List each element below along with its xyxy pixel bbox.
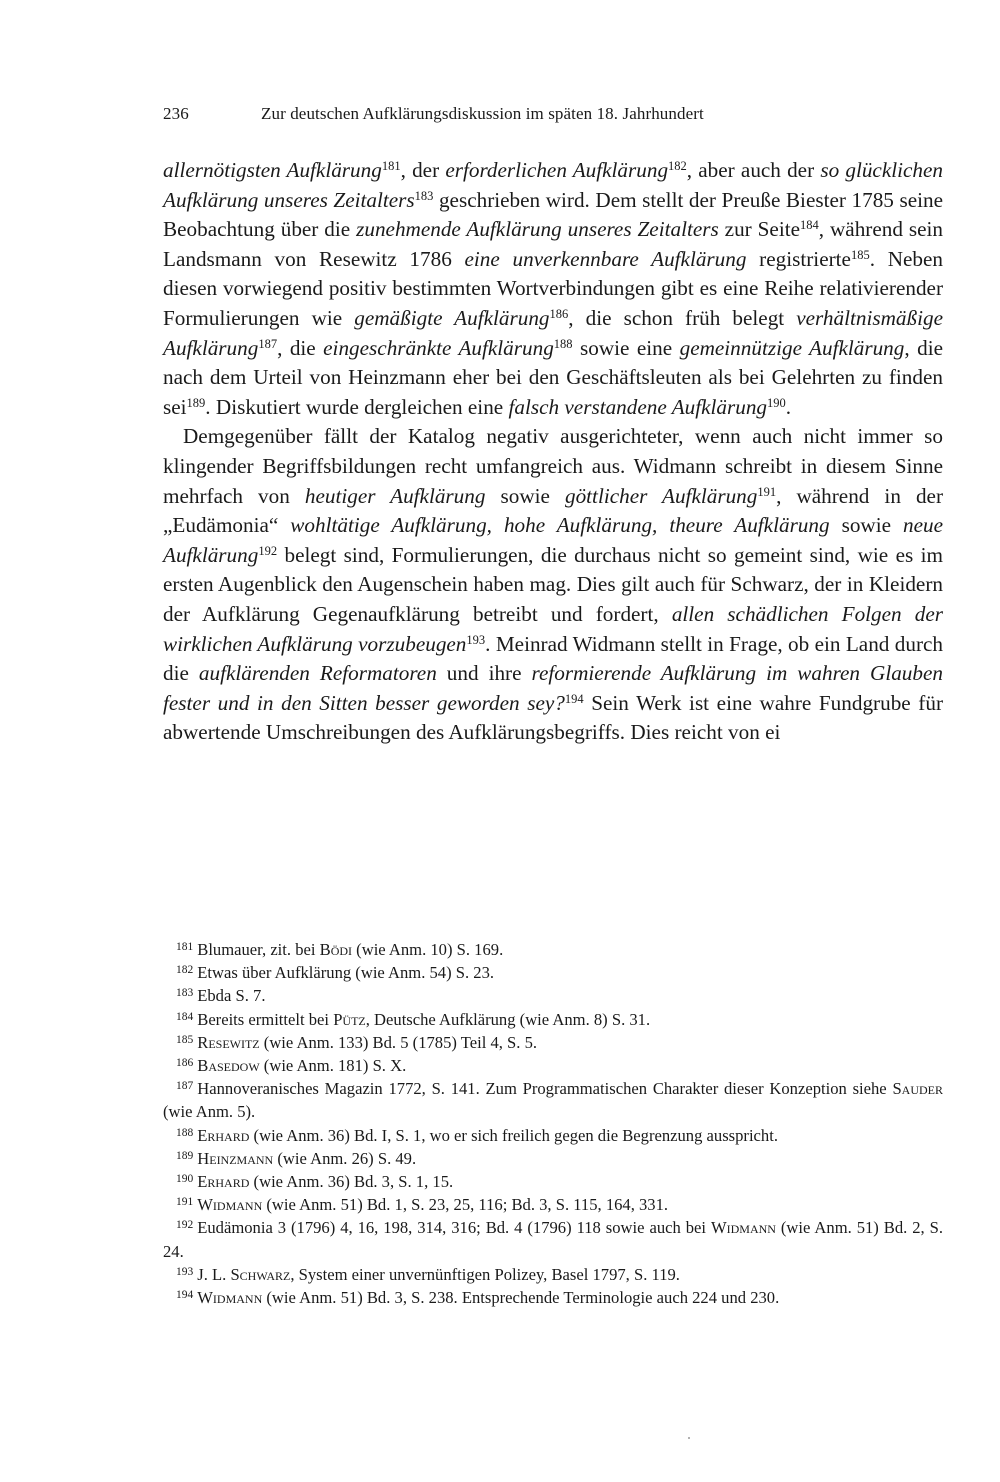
footnote-ref: 190 (767, 395, 786, 410)
text-run: sowie (829, 513, 903, 538)
italic-phrase: heutiger Aufklärung (304, 483, 486, 508)
paragraph (163, 156, 943, 422)
author-name: Erhard (197, 1125, 250, 1145)
footnote-text: (wie Anm. 10) S. 169. (352, 940, 504, 959)
footnote-text: (wie Anm. 36) Bd. I, S. 1, wo er sich freilich gegen die Begrenzung ausspricht. (249, 1125, 778, 1145)
footnote (163, 938, 943, 961)
footnote-ref: 191 (757, 484, 777, 499)
footnote-number: 190 (176, 1173, 194, 1186)
text-run: , während in der „Eudämonia“ (163, 483, 944, 538)
text-run: . Meinrad Widmann stellt in Frage, ob ein Land durch die (163, 631, 943, 686)
footnote (163, 1031, 943, 1054)
text-run: , aber auch der (686, 158, 821, 182)
footnote-ref: 185 (850, 247, 870, 262)
text-run: belegt sind, Formulierungen, die durchaus nicht so gemeint sind, wie es im ersten Augenblick den Augenschein haben mag. Dies gilt auch für Schwarz, der in Kleidern der Aufklärung Gegenaufklärung betreibt und fordert, (163, 542, 943, 626)
author-name: Bödi (319, 940, 353, 959)
text-run: Sein Werk ist eine wahre Fundgrube für abwertende Umschreibungen des Aufklärungsbegriffs. Dies reicht von ei (163, 690, 943, 745)
footnote-number: 181 (176, 941, 194, 953)
footnote (163, 961, 943, 984)
footnote-text: Hannoveranisches Magazin 1772, S. 141. Zum Programmatischen Charakter dieser Konzeption siehe (197, 1079, 893, 1099)
footnotes (163, 938, 943, 1309)
footnote-ref: 186 (549, 306, 569, 321)
footnote (163, 1124, 943, 1147)
text-run: Demgegenüber fällt der Katalog negativ ausgerichteter, wenn auch nicht immer so klingender Begriffsbildungen recht umfangreich aus. Widmann schreibt in diesem Sinne mehrfach von (163, 424, 943, 508)
footnote-text: (wie Anm. 36) Bd. 3, S. 1, 15. (249, 1172, 454, 1192)
italic-phrase: so glücklichen Aufklärung unseres Zeitalters (163, 158, 943, 212)
footnote-number: 186 (176, 1057, 194, 1070)
footnote-ref: 182 (668, 159, 687, 173)
footnote (163, 1008, 943, 1031)
text-run: und ihre (436, 661, 532, 686)
text-run: . (785, 394, 792, 419)
footnote-number: 192 (176, 1219, 194, 1232)
italic-phrase: falsch verstandene Aufklärung (508, 394, 768, 419)
author-name: Erhard (197, 1172, 250, 1192)
italic-phrase: allen schädlichen Folgen der wirklichen Aufklärung vorzubeugen (163, 601, 944, 656)
footnote-text: Bereits ermittelt bei (197, 1009, 334, 1029)
text-run: , der (400, 158, 446, 182)
footnote-text: , System einer unvernünftigen Polizey, Basel 1797, S. 119. (290, 1264, 680, 1284)
footnote-ref: 181 (381, 159, 401, 173)
author-name: Pütz (333, 1009, 366, 1029)
author-name: Widmann (710, 1218, 776, 1238)
page-number: 236 (163, 104, 189, 123)
footnote (163, 1077, 943, 1123)
footnote-ref: 192 (258, 543, 278, 558)
text-run: registrierte (746, 246, 851, 271)
footnote-text: (wie Anm. 26) S. 49. (273, 1148, 417, 1168)
footnote (163, 1147, 943, 1170)
italic-phrase: eine unverkennbare Aufklärung (464, 246, 747, 271)
italic-phrase: verhältnismäßige Aufklärung (163, 305, 943, 360)
author-name: Resewitz (197, 1032, 260, 1052)
footnote-number: 183 (176, 987, 194, 1000)
footnote-ref: 194 (564, 691, 584, 706)
footnote (163, 1263, 943, 1286)
text-run: , die (277, 335, 324, 360)
footnote-ref: 184 (800, 218, 819, 233)
italic-phrase: erforderlichen Aufklärung (445, 158, 669, 182)
italic-phrase: gemeinnützige Aufklärung (679, 335, 905, 360)
footnote (163, 984, 943, 1007)
footnote-ref: 188 (553, 336, 573, 351)
text-run: , während sein Landsmann von Resewitz 1786 (163, 217, 943, 271)
text-run: . Neben diesen vorwiegend positiv bestimmten Wortverbindungen gibt es eine Reihe relativierender Formulierungen wie (163, 246, 944, 330)
italic-phrase: gemäßigte Aufklärung (354, 305, 550, 330)
footnote-text: Ebda S. 7. (197, 986, 266, 1006)
footnote-text: (wie Anm. 51) Bd. 1, S. 23, 25, 116; Bd. 3, S. 115, 164, 331. (262, 1195, 669, 1215)
scan-speck (688, 1437, 690, 1439)
author-name: Basedow (197, 1056, 260, 1076)
text-run: . Diskutiert wurde dergleichen eine (205, 394, 509, 419)
footnote-text: (wie Anm. 133) Bd. 5 (1785) Teil 4, S. 5. (259, 1032, 538, 1052)
footnote-text: Etwas über Aufklärung (wie Anm. 54) S. 23. (197, 963, 495, 983)
footnote-text: , Deutsche Aufklärung (wie Anm. 8) S. 31. (365, 1009, 651, 1029)
italic-phrase: zunehmende Aufklärung unseres Zeitalters (356, 217, 719, 242)
footnote-ref: 183 (414, 188, 434, 203)
footnote-number: 191 (176, 1196, 194, 1209)
footnote-ref: 193 (466, 632, 486, 647)
footnote-number: 193 (176, 1265, 194, 1278)
author-name: Widmann (197, 1288, 263, 1308)
paragraph (163, 422, 943, 748)
footnote-text: (wie Anm. 5). (163, 1102, 256, 1122)
italic-phrase: neue Aufklärung (163, 513, 943, 567)
running-title: Zur deutschen Aufklärungsdiskussion im späten 18. Jahrhundert (261, 104, 704, 123)
footnote-number: 185 (176, 1033, 194, 1046)
italic-phrase: eingeschränkte Aufklärung (323, 335, 554, 360)
text-run: , die nach dem Urteil von Heinzmann eher bei den Geschäftsleuten als bei Gelehrten zu finden sei (163, 335, 943, 419)
running-header (163, 104, 853, 124)
text-run: geschrieben wird. Dem stellt der Preuße Biester 1785 seine Beobachtung über die (163, 187, 943, 242)
italic-phrase: reformierende Aufklärung im wahren Glauben fester und in den Sitten besser geworden sey? (163, 661, 943, 715)
italic-phrase: allernötigsten Aufklärung (163, 158, 382, 182)
footnote-text: (wie Anm. 51) Bd. 2, S. 24. (163, 1218, 943, 1261)
footnote (163, 1286, 943, 1309)
footnote-number: 194 (176, 1289, 194, 1302)
footnote-text: (wie Anm. 51) Bd. 3, S. 238. Entsprechende Terminologie auch 224 und 230. (262, 1288, 780, 1308)
footnote-number: 182 (176, 964, 194, 977)
main-text (163, 156, 943, 748)
text-run: , die schon früh belegt (568, 305, 797, 330)
text-run: sowie (485, 483, 565, 508)
footnote (163, 1216, 943, 1262)
footnote-number: 188 (176, 1126, 194, 1139)
footnote-number: 184 (176, 1010, 194, 1023)
footnote-ref: 187 (258, 336, 278, 351)
italic-phrase: aufklärenden Reformatoren (198, 661, 437, 686)
author-name: Widmann (197, 1195, 263, 1215)
footnote (163, 1193, 943, 1216)
footnote-text: Eudämonia 3 (1796) 4, 16, 198, 314, 316; Bd. 4 (1796) 118 sowie auch bei (197, 1218, 711, 1238)
footnote-text: Blumauer, zit. bei (197, 940, 320, 959)
author-name: Heinzmann (197, 1148, 274, 1168)
footnote-number: 187 (176, 1080, 194, 1093)
footnote-ref: 189 (186, 395, 206, 410)
footnote-text: J. L. (197, 1264, 231, 1284)
text-run: sowie eine (572, 335, 680, 360)
footnote (163, 1170, 943, 1193)
text-run: zur Seite (718, 217, 801, 242)
italic-phrase: wohltätige Aufklärung, hohe Aufklärung, theure Aufklärung (290, 513, 830, 538)
italic-phrase: göttlicher Aufklärung (564, 483, 758, 508)
footnote-text: (wie Anm. 181) S. X. (259, 1056, 407, 1076)
author-name: Sauder (892, 1079, 943, 1099)
author-name: Schwarz (230, 1264, 291, 1284)
footnote (163, 1054, 943, 1077)
footnote-number: 189 (176, 1149, 194, 1162)
